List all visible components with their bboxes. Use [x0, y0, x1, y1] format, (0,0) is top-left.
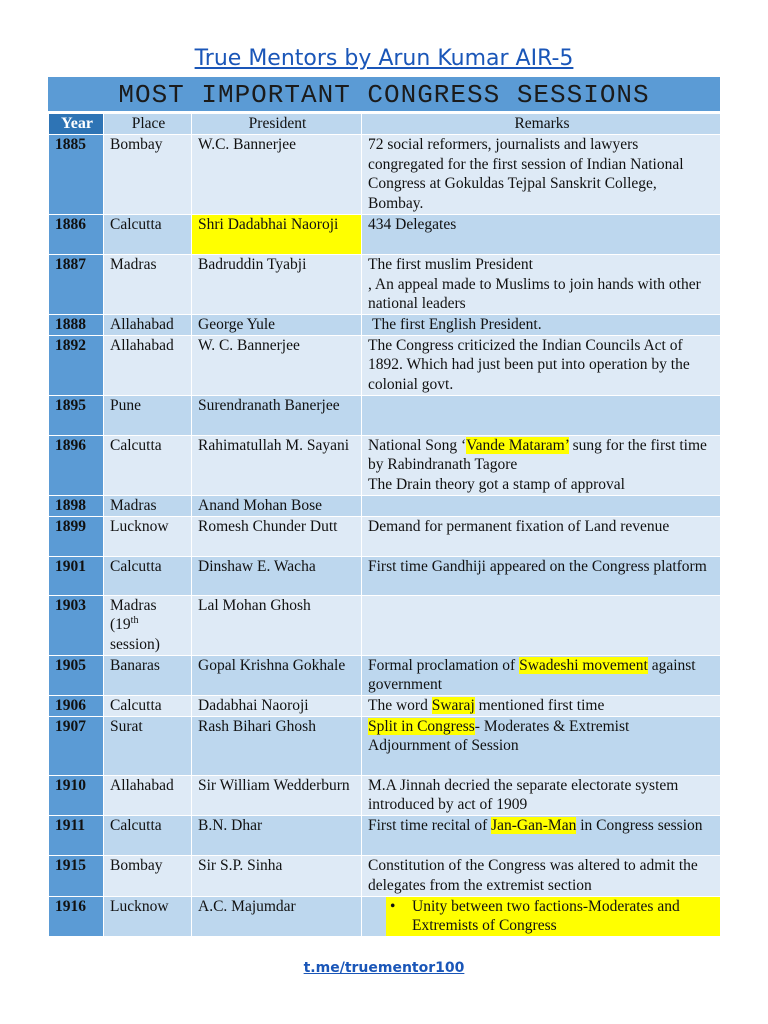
place-cell: Surat: [104, 716, 192, 775]
remarks-cell: M.A Jinnah decried the separate electorate system introduced by act of 1909: [362, 775, 721, 815]
year-cell: 1901: [49, 556, 104, 595]
remarks-cell: The Congress criticized the Indian Councils Act of 1892. Which had just been put into operation by the colonial govt.: [362, 335, 721, 395]
table-row: [49, 214, 721, 254]
president-cell: Rahimatullah M. Sayani: [192, 435, 362, 495]
president-cell: Gopal Krishna Gokhale: [192, 655, 362, 695]
president-cell: Anand Mohan Bose: [192, 495, 362, 516]
place-superscript: th: [130, 615, 139, 627]
place-cell: Pune: [104, 395, 192, 435]
place-cell: [104, 595, 192, 655]
president-cell: Lal Mohan Ghosh: [192, 595, 362, 655]
place-cell: Banaras: [104, 655, 192, 695]
place-cell: Lucknow: [104, 516, 192, 556]
place-cell: Bombay: [104, 135, 192, 215]
place-cell: Allahabad: [104, 335, 192, 395]
year-cell: 1899: [49, 516, 104, 556]
year-cell: 1892: [49, 335, 104, 395]
remarks-line: [368, 436, 716, 475]
highlighted-text: Jan-Gan-Man: [491, 817, 577, 835]
remarks-cell: Constitution of the Congress was altered to admit the delegates from the extremist section: [362, 856, 721, 896]
place-text: Madras (19: [110, 596, 157, 634]
president-cell: Surendranath Banerjee: [192, 395, 362, 435]
column-header-place: Place: [104, 114, 192, 135]
president-cell: A.C. Majumdar: [192, 896, 362, 936]
remarks-cell: The first English President.: [362, 314, 721, 335]
place-cell: Bombay: [104, 856, 192, 896]
highlighted-text: Vande Mataram’: [466, 436, 569, 454]
highlighted-text: Split in Congress: [368, 717, 475, 735]
remarks-text: First time recital of: [368, 817, 492, 835]
remarks-text: Unity between two factions-Moderates and Extremists of Congress: [412, 897, 680, 935]
place-cell: Madras: [104, 254, 192, 314]
remarks-cell: 434 Delegates: [362, 214, 721, 254]
table-row: [49, 435, 721, 495]
remarks-cell: [362, 395, 721, 435]
table-row: [49, 556, 721, 595]
table-row: [49, 655, 721, 695]
place-cell: Calcutta: [104, 816, 192, 856]
remarks-text: in Congress session: [576, 817, 703, 835]
table-row: [49, 856, 721, 896]
year-cell: 1916: [49, 896, 104, 936]
president-cell: B.N. Dhar: [192, 816, 362, 856]
table-row: [49, 254, 721, 314]
remarks-cell: [362, 495, 721, 516]
remarks-cell: Demand for permanent fixation of Land revenue: [362, 516, 721, 556]
place-cell: Allahabad: [104, 775, 192, 815]
year-cell: 1896: [49, 435, 104, 495]
president-cell: Badruddin Tyabji: [192, 254, 362, 314]
remarks-line: , An appeal made to Muslims to join hands with other national leaders: [368, 275, 701, 313]
remarks-cell: [362, 254, 721, 314]
remarks-text: National Song ‘: [368, 436, 467, 454]
column-header-year: Year: [49, 114, 104, 135]
table-row: [49, 495, 721, 516]
place-cell: Calcutta: [104, 556, 192, 595]
table-row: [49, 696, 721, 717]
year-cell: 1886: [49, 214, 104, 254]
year-cell: 1898: [49, 495, 104, 516]
remarks-bullet-list: [368, 897, 716, 936]
remarks-cell: [362, 655, 721, 695]
place-cell: Calcutta: [104, 696, 192, 717]
table-row: [49, 816, 721, 856]
remarks-line: The first muslim President: [368, 255, 533, 273]
year-cell: 1907: [49, 716, 104, 775]
remarks-text: mentioned first time: [474, 697, 605, 715]
president-cell: George Yule: [192, 314, 362, 335]
remarks-text: sung for the first time by Rabindranath Tagore: [368, 436, 707, 474]
table-row: [49, 775, 721, 815]
remarks-cell: [362, 595, 721, 655]
remarks-text: - Moderates & Extremist: [474, 717, 630, 735]
remarks-text: The word: [368, 697, 432, 715]
remarks-line: [368, 717, 716, 737]
table-row: [49, 314, 721, 335]
president-cell: W. C. Bannerjee: [192, 335, 362, 395]
year-cell: 1915: [49, 856, 104, 896]
highlighted-text: [386, 897, 720, 936]
column-header-president: President: [192, 114, 362, 135]
bullet-icon: •: [390, 897, 396, 915]
remarks-cell: [362, 896, 721, 936]
table-header-row: [49, 114, 721, 135]
table-banner: MOST IMPORTANT CONGRESS SESSIONS: [48, 76, 720, 112]
place-text: session): [110, 635, 160, 653]
list-item: [390, 897, 716, 936]
remarks-text: against government: [368, 656, 696, 694]
president-cell: Dinshaw E. Wacha: [192, 556, 362, 595]
president-cell: W.C. Bannerjee: [192, 135, 362, 215]
telegram-link[interactable]: t.me/truementor100: [303, 960, 465, 976]
year-cell: 1911: [49, 816, 104, 856]
table-row: [49, 595, 721, 655]
year-cell: 1888: [49, 314, 104, 335]
year-cell: 1887: [49, 254, 104, 314]
place-cell: Calcutta: [104, 435, 192, 495]
table-row: [49, 896, 721, 936]
highlighted-text: Swaraj: [431, 697, 475, 715]
column-header-remarks: Remarks: [362, 114, 721, 135]
president-cell: Rash Bihari Ghosh: [192, 716, 362, 775]
president-cell: Romesh Chunder Dutt: [192, 516, 362, 556]
table-row: [49, 516, 721, 556]
president-cell-highlighted: Shri Dadabhai Naoroji: [192, 214, 362, 254]
president-cell: Sir S.P. Sinha: [192, 856, 362, 896]
place-cell: Madras: [104, 495, 192, 516]
remarks-cell: [362, 435, 721, 495]
table-row: [49, 395, 721, 435]
place-cell: Allahabad: [104, 314, 192, 335]
president-cell: Dadabhai Naoroji: [192, 696, 362, 717]
remarks-cell: [362, 716, 721, 775]
year-cell: 1910: [49, 775, 104, 815]
remarks-line: The Drain theory got a stamp of approval: [368, 476, 625, 494]
remarks-cell: [362, 816, 721, 856]
table-row: [49, 716, 721, 775]
year-cell: 1906: [49, 696, 104, 717]
year-cell: 1885: [49, 135, 104, 215]
president-cell: Sir William Wedderburn: [192, 775, 362, 815]
remarks-line: Adjournment of Session: [368, 737, 519, 755]
year-cell: 1895: [49, 395, 104, 435]
remarks-cell: 72 social reformers, journalists and lawyers congregated for the first session of Indian National Congress at Gokuldas Tejpal Sanskrit College, Bombay.: [362, 135, 721, 215]
remarks-cell: [362, 696, 721, 717]
year-cell: 1903: [49, 595, 104, 655]
place-cell: Lucknow: [104, 896, 192, 936]
highlighted-text: Swadeshi movement: [519, 656, 648, 674]
remarks-text: Formal proclamation of: [368, 656, 520, 674]
sessions-table: [48, 113, 721, 937]
table-row: [49, 135, 721, 215]
year-cell: 1905: [49, 655, 104, 695]
remarks-cell: First time Gandhiji appeared on the Congress platform: [362, 556, 721, 595]
title-link[interactable]: True Mentors by Arun Kumar AIR-5: [194, 46, 574, 71]
place-cell: Calcutta: [104, 214, 192, 254]
table-row: [49, 335, 721, 395]
